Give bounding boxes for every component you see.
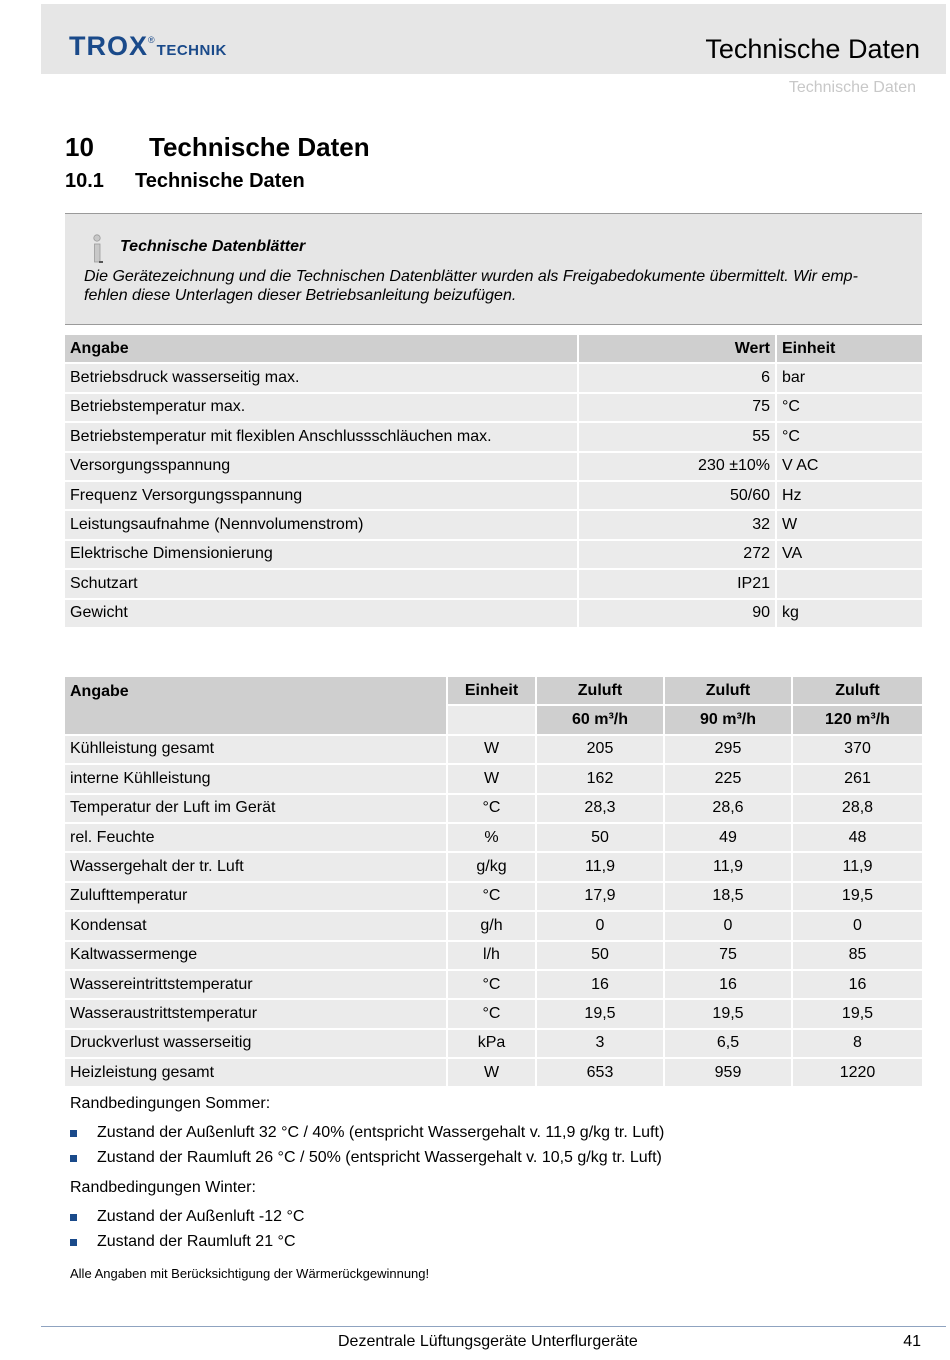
table-row: [65, 1000, 922, 1027]
cell-angabe: Temperatur der Luft im Gerät: [65, 795, 446, 822]
cell-value-90: 18,5: [665, 883, 791, 910]
table-row: [65, 1059, 922, 1086]
cell-value-60: 162: [537, 765, 663, 792]
column-subheader-flow: 90 m³/h: [665, 706, 791, 733]
list-item: [70, 1233, 296, 1251]
cell-angabe: Kaltwassermenge: [65, 942, 446, 969]
cell-angabe: Kühlleistung gesamt: [65, 736, 446, 763]
cell-einheit: W: [777, 511, 922, 538]
cell-wert: 32: [579, 511, 775, 538]
cell-einheit: °C: [448, 971, 535, 998]
cell-angabe: Wassereintrittstemperatur: [65, 971, 446, 998]
cell-value-120: 11,9: [793, 853, 922, 880]
cell-angabe: Leistungsaufnahme (Nennvolumenstrom): [65, 511, 577, 538]
cell-wert: 90: [579, 600, 775, 627]
cell-value-90: 0: [665, 912, 791, 939]
table-header-row: [65, 335, 922, 362]
info-icon: [91, 234, 105, 266]
table-row: [65, 541, 922, 568]
list-item-text: Zustand der Außenluft 32 °C / 40% (entspricht Wassergehalt v. 11,9 g/kg tr. Luft): [97, 1124, 665, 1141]
logo-technik-text: TECHNIK: [156, 42, 227, 59]
cell-angabe: Heizleistung gesamt: [65, 1059, 446, 1086]
column-header-einheit: Einheit: [448, 677, 535, 704]
footer-document-title: Dezentrale Lüftungsgeräte Unterflurgeräte: [338, 1333, 638, 1350]
table-row: [65, 482, 922, 509]
cell-einheit: g/kg: [448, 853, 535, 880]
cell-angabe: Elektrische Dimensionierung: [65, 541, 577, 568]
cell-angabe: Kondensat: [65, 912, 446, 939]
column-subheader-flow: 120 m³/h: [793, 706, 922, 733]
cell-angabe: Zulufttemperatur: [65, 883, 446, 910]
table-row: [65, 423, 922, 450]
cell-angabe: Frequenz Versorgungsspannung: [65, 482, 577, 509]
performance-table: [63, 675, 924, 1088]
table-body: [65, 736, 922, 1087]
cell-angabe: Betriebstemperatur max.: [65, 394, 577, 421]
cell-einheit: °C: [777, 423, 922, 450]
table-row: [65, 942, 922, 969]
note-title: Technische Datenblätter: [120, 238, 306, 255]
square-bullet-icon: [70, 1155, 77, 1162]
cell-wert: 55: [579, 423, 775, 450]
list-item: [70, 1124, 664, 1142]
cell-value-120: 261: [793, 765, 922, 792]
cell-value-120: 8: [793, 1030, 922, 1057]
square-bullet-icon: [70, 1239, 77, 1246]
cell-value-90: 959: [665, 1059, 791, 1086]
cell-wert: IP21: [579, 570, 775, 597]
chapter-title: Technische Daten: [149, 132, 370, 162]
cell-einheit: [777, 570, 922, 597]
cell-value-120: 0: [793, 912, 922, 939]
cell-einheit: °C: [448, 883, 535, 910]
cell-value-60: 11,9: [537, 853, 663, 880]
cell-einheit: W: [448, 1059, 535, 1086]
square-bullet-icon: [70, 1130, 77, 1137]
square-bullet-icon: [70, 1214, 77, 1221]
section-heading: [65, 170, 305, 193]
cell-value-60: 205: [537, 736, 663, 763]
page-number: 41: [903, 1333, 921, 1350]
cell-value-120: 85: [793, 942, 922, 969]
cell-einheit: V AC: [777, 453, 922, 480]
cell-value-120: 28,8: [793, 795, 922, 822]
page-header: [41, 4, 946, 74]
cell-value-90: 28,6: [665, 795, 791, 822]
table-row: [65, 765, 922, 792]
cell-einheit: kPa: [448, 1030, 535, 1057]
note-text-line: Die Gerätezeichnung und die Technischen Datenblätter wurden als Freigabedokumente übermittelt. Wir emp-: [84, 268, 858, 285]
empty-header-cell: [448, 706, 535, 733]
cell-wert: 75: [579, 394, 775, 421]
cell-angabe: Betriebsdruck wasserseitig max.: [65, 364, 577, 391]
cell-einheit: W: [448, 765, 535, 792]
list-item: [70, 1208, 304, 1226]
cell-value-120: 48: [793, 824, 922, 851]
table-row: [65, 453, 922, 480]
footnote: Alle Angaben mit Berücksichtigung der Wärmerückgewinnung!: [70, 1266, 430, 1281]
cell-value-60: 50: [537, 942, 663, 969]
cell-wert: 6: [579, 364, 775, 391]
table-row: [65, 853, 922, 880]
cell-angabe: Schutzart: [65, 570, 577, 597]
list-item: [70, 1149, 662, 1167]
column-header-angabe: Angabe: [65, 335, 577, 362]
cell-einheit: kg: [777, 600, 922, 627]
column-header-zuluft: Zuluft: [793, 677, 922, 704]
cell-value-90: 75: [665, 942, 791, 969]
table-row: [65, 364, 922, 391]
cell-value-60: 653: [537, 1059, 663, 1086]
cell-einheit: g/h: [448, 912, 535, 939]
table-header-row: [65, 677, 922, 704]
table-row: [65, 736, 922, 763]
footer-divider: [41, 1326, 946, 1327]
cell-einheit: VA: [777, 541, 922, 568]
note-text: [84, 267, 904, 305]
list-item-text: Zustand der Raumluft 26 °C / 50% (entspricht Wassergehalt v. 10,5 g/kg tr. Luft): [97, 1149, 662, 1166]
table-row: [65, 570, 922, 597]
cell-value-60: 17,9: [537, 883, 663, 910]
cell-value-120: 19,5: [793, 1000, 922, 1027]
cell-angabe: Gewicht: [65, 600, 577, 627]
cell-einheit: °C: [448, 795, 535, 822]
cell-value-60: 16: [537, 971, 663, 998]
cell-value-60: 50: [537, 824, 663, 851]
table-row: [65, 883, 922, 910]
cell-value-60: 19,5: [537, 1000, 663, 1027]
table-body: [65, 364, 922, 627]
chapter-heading: [65, 132, 370, 163]
cell-value-120: 19,5: [793, 883, 922, 910]
cell-value-120: 370: [793, 736, 922, 763]
cell-value-90: 225: [665, 765, 791, 792]
cell-value-90: 49: [665, 824, 791, 851]
chapter-number: 10: [65, 132, 94, 162]
table-row: [65, 1030, 922, 1057]
cell-einheit: bar: [777, 364, 922, 391]
column-header-wert: Wert: [579, 335, 775, 362]
list-item-text: Zustand der Raumluft 21 °C: [97, 1233, 296, 1250]
cell-angabe: rel. Feuchte: [65, 824, 446, 851]
column-header-angabe: Angabe: [65, 677, 446, 734]
cell-angabe: Wasseraustrittstemperatur: [65, 1000, 446, 1027]
cell-angabe: interne Kühlleistung: [65, 765, 446, 792]
cell-value-90: 16: [665, 971, 791, 998]
table-row: [65, 795, 922, 822]
cell-einheit: %: [448, 824, 535, 851]
cell-einheit: °C: [448, 1000, 535, 1027]
logo-registered-mark: ®: [148, 35, 155, 45]
cell-einheit: l/h: [448, 942, 535, 969]
trox-logo: [69, 31, 227, 62]
column-header-zuluft: Zuluft: [537, 677, 663, 704]
cell-einheit: Hz: [777, 482, 922, 509]
cell-einheit: W: [448, 736, 535, 763]
table-row: [65, 912, 922, 939]
table-row: [65, 971, 922, 998]
cell-angabe: Versorgungsspannung: [65, 453, 577, 480]
cell-value-90: 295: [665, 736, 791, 763]
table-row: [65, 600, 922, 627]
cell-value-90: 19,5: [665, 1000, 791, 1027]
cell-wert: 50/60: [579, 482, 775, 509]
cell-value-60: 28,3: [537, 795, 663, 822]
cell-wert: 230 ±10%: [579, 453, 775, 480]
column-header-zuluft: Zuluft: [665, 677, 791, 704]
info-note-box: [65, 213, 922, 325]
cell-value-120: 16: [793, 971, 922, 998]
winter-conditions-title: Randbedingungen Winter:: [70, 1179, 256, 1196]
header-title: Technische Daten: [705, 34, 920, 64]
table-row: [65, 511, 922, 538]
column-header-einheit: Einheit: [777, 335, 922, 362]
cell-angabe: Betriebstemperatur mit flexiblen Anschlussschläuchen max.: [65, 423, 577, 450]
cell-value-120: 1220: [793, 1059, 922, 1086]
table-row: [65, 394, 922, 421]
section-title: Technische Daten: [135, 170, 305, 192]
cell-value-60: 0: [537, 912, 663, 939]
table-row: [65, 824, 922, 851]
summer-conditions-title: Randbedingungen Sommer:: [70, 1095, 271, 1112]
cell-einheit: °C: [777, 394, 922, 421]
logo-trox-text: TROX: [69, 31, 149, 61]
cell-value-60: 3: [537, 1030, 663, 1057]
section-number: 10.1: [65, 170, 104, 192]
cell-wert: 272: [579, 541, 775, 568]
note-text-line: fehlen diese Unterlagen dieser Betriebsanleitung beizufügen.: [84, 287, 517, 304]
header-subtitle: Technische Daten: [788, 79, 916, 96]
column-subheader-flow: 60 m³/h: [537, 706, 663, 733]
cell-value-90: 11,9: [665, 853, 791, 880]
cell-angabe: Druckverlust wasserseitig: [65, 1030, 446, 1057]
cell-angabe: Wassergehalt der tr. Luft: [65, 853, 446, 880]
list-item-text: Zustand der Außenluft -12 °C: [97, 1208, 305, 1225]
cell-value-90: 6,5: [665, 1030, 791, 1057]
operating-data-table: [63, 333, 924, 629]
